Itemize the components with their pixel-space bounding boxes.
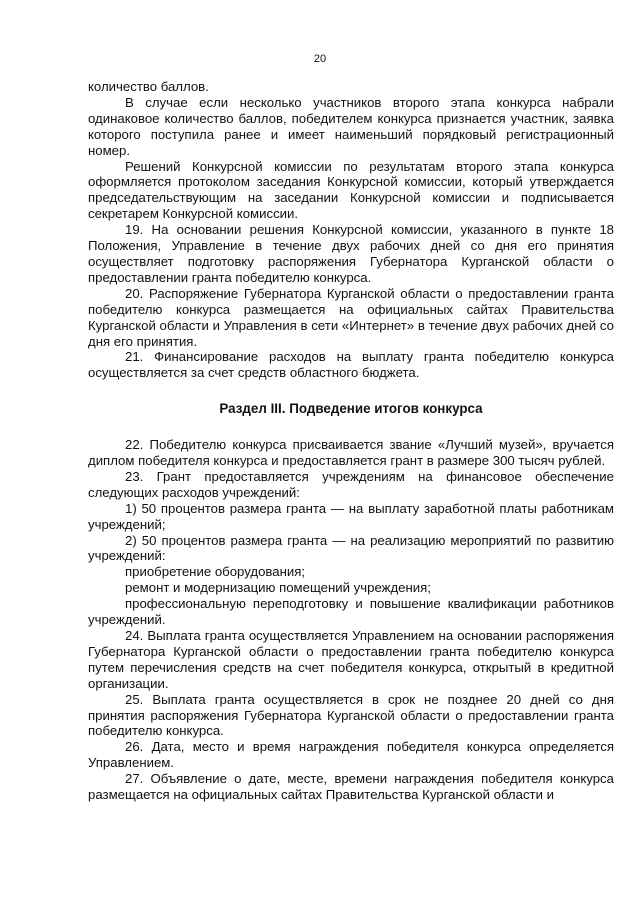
paragraph-clause-19: 19. На основании решения Конкурсной комиссии, указанного в пункте 18 Положения, Управление в течение двух рабочих дней со дня его принятия осуществляет подготовку распоряжения Губернатора Курганской области о предоставлении гранта победителю конкурса. xyxy=(88,222,614,285)
paragraph-clause-21: 21. Финансирование расходов на выплату гранта победителю конкурса осуществляется за счет средств областного бюджета. xyxy=(88,349,614,381)
page-number: 20 xyxy=(313,53,327,65)
paragraph-clause-23: 23. Грант предоставляется учреждениям на финансовое обеспечение следующих расходов учреждений: xyxy=(88,468,614,500)
paragraph-continuation: количество баллов. xyxy=(88,79,209,94)
paragraph-clause-23-item-2: 2) 50 процентов размера гранта — на реализацию мероприятий по развитию учреждений: xyxy=(88,532,614,564)
paragraph-tie-rule: В случае если несколько участников второго этапа конкурса набрали одинаковое количество баллов, победителем конкурса признается участник, заявка которого поступила ранее и имеет наименьший порядковый регистрационный номер. xyxy=(88,94,614,158)
section-heading: Раздел III. Подведение итогов конкурса xyxy=(219,401,483,417)
paragraph-subitem-equipment: приобретение оборудования; xyxy=(125,564,306,580)
paragraph-clause-27: 27. Объявление о дате, месте, времени награждения победителя конкурса размещается на официальных сайтах Правительства Курганской области и xyxy=(88,771,614,803)
paragraph-clause-25: 25. Выплата гранта осуществляется в срок не позднее 20 дней со дня принятия распоряжения Губернатора Курганской области о предоставлении гранта победителю конкурса. xyxy=(88,691,614,739)
paragraph-clause-22: 22. Победителю конкурса присваивается звание «Лучший музей», вручается диплом победителя конкурса и предоставляется грант в размере 300 тысяч рублей. xyxy=(88,437,614,469)
paragraph-subitem-training: профессиональную переподготовку и повышение квалификации работников учреждений. xyxy=(88,596,614,628)
paragraph-clause-20: 20. Распоряжение Губернатора Курганской области о предоставлении гранта победителю конкурса размещается на официальных сайтах Правительства Курганской области и Управления в сети «Интернет» в течение двух рабочих дней со дня его принятия. xyxy=(88,285,614,349)
paragraph-clause-24: 24. Выплата гранта осуществляется Управлением на основании распоряжения Губернатора Курганской области о предоставлении гранта победителю конкурса путем перечисления средств на счет победителя конкурса, открытый в кредитной организации. xyxy=(88,628,614,691)
paragraph-clause-23-item-1: 1) 50 процентов размера гранта — на выплату заработной платы работникам учреждений; xyxy=(88,500,614,532)
paragraph-subitem-repair: ремонт и модернизацию помещений учреждения; xyxy=(125,580,431,596)
paragraph-clause-26: 26. Дата, место и время награждения победителя конкурса определяется Управлением. xyxy=(88,739,614,771)
paragraph-commission-decision: Решений Конкурсной комиссии по результатам второго этапа конкурса оформляется протоколом заседания Конкурсной комиссии, который утверждается председательствующим на заседании Конкурсной комиссии и подписывается секретарем Конкурсной комиссии. xyxy=(88,158,614,222)
document-body xyxy=(88,79,614,803)
